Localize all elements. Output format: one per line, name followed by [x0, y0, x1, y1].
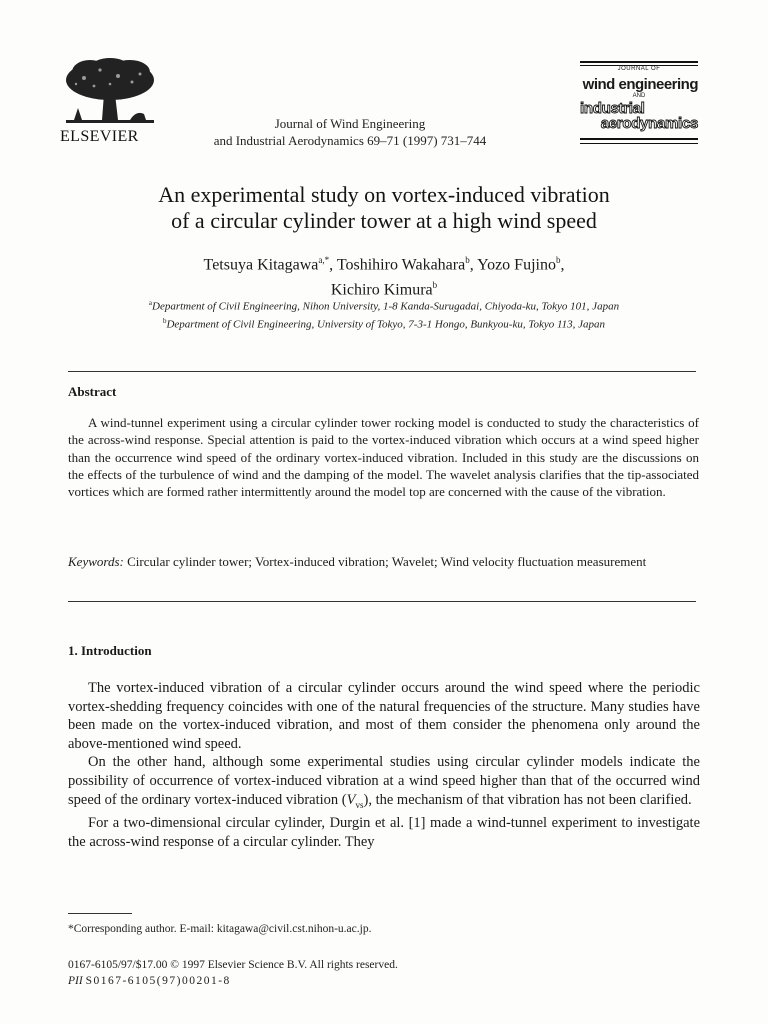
logo-rule: [580, 143, 698, 144]
body-paragraph: On the other hand, although some experimental studies using circular cylinder models indicate the possibility of occurrence of vortex-induced vibration at a wind speed higher than that of the occurred wind speed of the ordinary vortex-induced vibration $(V_{vs})$, the mechanism of that vibration has not been clarified.: [68, 754, 700, 810]
abstract-body: [68, 414, 699, 500]
logo-aerodynamics: aerodynamics: [600, 115, 698, 132]
copyright-line: 0167-6105/97/$17.00 © 1997 Elsevier Science B.V. All rights reserved.: [68, 959, 398, 971]
divider: [68, 371, 696, 372]
abstract-paragraph: A wind-tunnel experiment using a circular cylinder tower rocking model is conducted to study the characteristics of the across-wind response. Special attention is paid to the vortex-induced vibration which occurs at a wind speed higher than the occurrence wind speed of the ordinary vortex-induced vibration. Included in this study are the discussions on the effects of the turbulence of wind and the damping of the model. The wavelet analysis clarifies that the tip-associated vortices which are formed rather intermittently around the model top are concerned with the cause of the vibration.: [68, 415, 699, 500]
elsevier-tree-icon: [60, 58, 160, 128]
keywords-label: Keywords:: [68, 554, 124, 569]
pii-value: S0167-6105(97)00201-8: [85, 975, 231, 987]
author-name: Yozo Fujino: [477, 256, 556, 274]
corresponding-author-footnote: *Corresponding author. E-mail: kitagawa@civil.cst.nihon-u.ac.jp.: [68, 923, 372, 935]
journal-volume: and Industrial Aerodynamics 69–71 (1997) 731–744: [213, 133, 487, 148]
author-line: Tetsuya Kitagawa$^{a,*}$, Toshihiro Wakahara$^b$, Yozo Fujino$^b$,: [203, 255, 565, 274]
elsevier-logo: [60, 58, 160, 148]
divider: [68, 601, 696, 602]
pii-line: [68, 974, 231, 988]
affiliation-mark: a: [148, 299, 153, 307]
logo-journal-of: JOURNAL OF: [617, 66, 661, 72]
logo-and: AND: [632, 93, 646, 99]
logo-industrial: industrial: [580, 100, 645, 117]
footnote-divider: [68, 913, 132, 914]
title-line: An experimental study on vortex-induced vibration: [158, 182, 610, 207]
affiliation: [40, 314, 728, 332]
author-list: [60, 250, 708, 301]
paper-title: [40, 182, 728, 234]
logo-rule: [580, 138, 698, 140]
affiliation: [40, 296, 728, 314]
author-affiliation-mark: b: [432, 280, 438, 291]
author-name: Toshihiro Wakahara: [336, 256, 466, 274]
keywords: [68, 553, 699, 570]
introduction-heading: 1. Introduction: [68, 643, 152, 658]
velocity-symbol: V: [346, 791, 356, 808]
journal-name: Journal of Wind Engineering: [274, 116, 426, 131]
publisher-name: ELSEVIER: [60, 128, 139, 145]
introduction-body: [68, 679, 700, 851]
author-affiliation-mark: b: [465, 255, 470, 265]
author-name: Tetsuya Kitagawa: [203, 256, 319, 274]
affiliation-text: Department of Civil Engineering, Nihon University, 1-8 Kanda-Surugadai, Chiyoda-ku, Tokyo 101, Japan: [152, 300, 620, 313]
journal-logo: [580, 60, 698, 150]
logo-wind-engineering: wind engineering: [582, 76, 698, 93]
velocity-subscript: vs: [355, 799, 364, 810]
affiliation-mark: b: [162, 317, 167, 325]
keywords-list: Circular cylinder tower; Vortex-induced vibration; Wavelet; Wind velocity fluctuation measurement: [127, 554, 647, 569]
author-affiliation-mark: b: [555, 255, 561, 265]
author-affiliation-mark: a,*: [318, 255, 330, 265]
pii-label: PII: [68, 975, 83, 987]
abstract-heading: Abstract: [68, 384, 117, 399]
affiliation-text: Department of Civil Engineering, University of Tokyo, 7-3-1 Hongo, Bunkyou-ku, Tokyo 113, Japan: [166, 318, 606, 331]
body-paragraph: For a two-dimensional circular cylinder, Durgin et al. [1] made a wind-tunnel experiment to investigate the across-wind response of a circular cylinder. They: [68, 815, 700, 850]
body-paragraph: The vortex-induced vibration of a circular cylinder occurs around the wind speed where the periodic vortex-shedding frequency coincides with one of the natural frequencies of the structure. Many studies have been made on the vortex-induced vibration, and most of them consider the phenomena only around the above-mentioned wind speed.: [68, 680, 700, 752]
journal-citation: [180, 115, 520, 149]
author-name: Kichiro Kimura: [330, 281, 433, 299]
logo-rule: [580, 61, 698, 63]
title-line: of a circular cylinder tower at a high wind speed: [171, 208, 597, 233]
